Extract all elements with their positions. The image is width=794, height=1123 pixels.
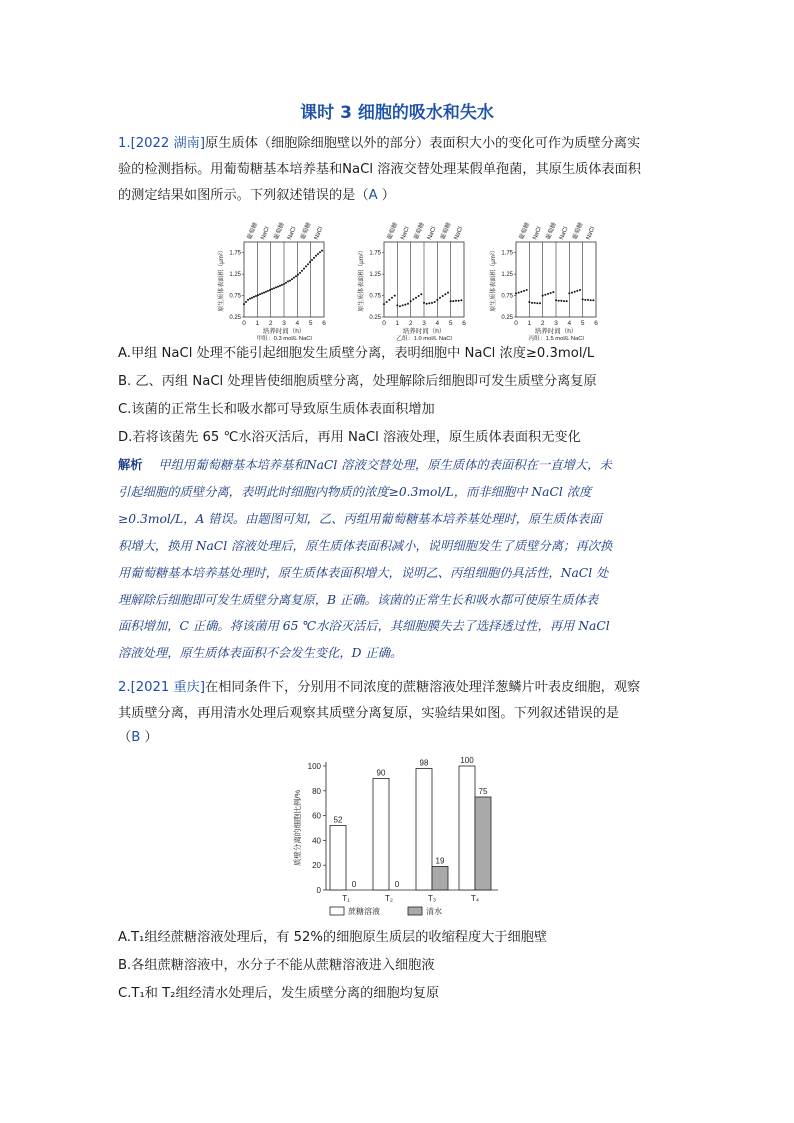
data-point: [311, 259, 313, 261]
y-tick-label: 0.75: [229, 293, 241, 300]
data-point: [257, 294, 259, 296]
data-point: [263, 292, 265, 294]
q1-panel: [217, 221, 326, 342]
data-point: [297, 274, 299, 276]
data-point: [293, 277, 295, 279]
segment-label: NaCl: [426, 226, 438, 241]
data-point: [542, 295, 544, 297]
data-point: [547, 293, 549, 295]
q1-option-c: C.该菌的正常生长和吸水都可导致原生质体表面积增加: [118, 402, 435, 417]
y-tick-label: 0.25: [501, 315, 513, 321]
y-tick-label: 0: [316, 886, 321, 895]
segment-label: 葡萄糖: [440, 221, 453, 241]
x-tick-label: 5: [308, 320, 313, 327]
segment-label: 葡萄糖: [572, 221, 585, 241]
data-point: [536, 302, 538, 304]
legend-label-sucrose: 蔗糖溶液: [348, 907, 380, 916]
data-point: [269, 289, 271, 291]
y-tick-label: 1.25: [229, 272, 241, 279]
x-tick-label: 1: [395, 320, 400, 327]
y-tick-label: 100: [307, 762, 321, 771]
data-point: [396, 304, 398, 306]
data-point: [303, 268, 305, 270]
panel-label: 乙组：1.0 mol/L NaCl: [396, 336, 452, 342]
segment-label: NaCl: [453, 226, 465, 241]
x-tick-label: 6: [594, 320, 598, 327]
q2-ans-post: ）: [140, 730, 158, 745]
x-tick-label: 6: [322, 320, 326, 327]
y-tick-label: 20: [312, 861, 321, 871]
segment-label: 葡萄糖: [300, 221, 313, 241]
data-point: [571, 292, 573, 294]
bar-value-label: 100: [460, 756, 474, 765]
x-tick-label: 2: [268, 320, 273, 327]
data-point: [255, 295, 257, 297]
data-point: [442, 295, 444, 297]
q1-line3-post: ）: [377, 188, 395, 203]
q1-line3-pre: 的测定结果如图所示。下列叙述错误的是（: [118, 188, 369, 203]
data-point: [439, 297, 441, 299]
q1-line1: 原生质体（细胞除细胞壁以外的部分）表面积大小的变化可作为质壁分离实: [205, 136, 641, 151]
x-axis-label: 培养时间（h）: [534, 328, 578, 335]
data-point: [404, 304, 406, 306]
data-point: [295, 275, 297, 277]
x-tick-label: T₁: [342, 894, 350, 903]
data-point: [309, 261, 311, 263]
y-tick-label: 0.25: [369, 315, 381, 321]
q2-line2: 其质壁分离，再用清水处理后观察其质壁分离复原，实验结果如图。下列叙述错误的是: [118, 706, 620, 721]
q2-option-c: C.T₁和 T₂组经清水处理后，发生质壁分离的细胞均复原: [118, 986, 440, 1001]
q2-stem-line1: [118, 675, 688, 701]
data-point: [251, 297, 253, 299]
segment-label: NaCl: [286, 226, 298, 241]
data-point: [531, 302, 533, 304]
x-tick-label: T₄: [470, 894, 480, 903]
data-point: [592, 299, 594, 301]
q2-source: [2021 重庆]: [130, 680, 206, 695]
data-point: [555, 299, 557, 301]
data-point: [273, 287, 275, 289]
data-point: [582, 298, 584, 300]
q1-line2: 验的检测指标。用葡萄糖基本培养基和NaCl 溶液交替处理某假单孢菌，其原生质体表面积: [118, 162, 641, 177]
data-point: [410, 300, 412, 302]
q1-explanation-line: 理解除后细胞即可发生质壁分离复原，B 正确。该菌的正常生长和吸水都可使原生质体表: [118, 592, 599, 607]
segment-label: NaCl: [400, 226, 411, 241]
bar-sucrose: [373, 778, 389, 890]
segment-label: 葡萄糖: [246, 221, 260, 241]
data-point: [415, 297, 417, 299]
y-tick-label: 1.25: [501, 272, 513, 279]
data-point: [301, 270, 303, 272]
data-point: [305, 265, 307, 267]
q1-explanation-line: 解析 甲组用葡萄糖基本培养基和NaCl 溶液交替处理，原生质体的表面积在一直增大，未: [118, 457, 612, 472]
y-axis-label: 质壁分离的细胞比例/%: [293, 789, 302, 867]
q1-panel: [357, 221, 466, 342]
data-point: [412, 298, 414, 300]
bar-value-label: 52: [333, 815, 343, 825]
data-point: [515, 292, 517, 294]
data-point: [444, 293, 446, 295]
x-tick-label: 4: [435, 320, 440, 327]
data-point: [518, 292, 520, 294]
data-point: [391, 297, 393, 299]
data-point: [315, 255, 317, 257]
data-point: [552, 291, 554, 293]
q1-explanation-line: 用葡萄糖基本培养基处理时，原生质体表面积增大，说明乙、丙组细胞仍具活性，NaCl 处: [118, 565, 609, 580]
data-point: [452, 300, 454, 302]
segment-label: 葡萄糖: [545, 221, 558, 241]
data-point: [402, 304, 404, 306]
y-tick-label: 40: [312, 836, 321, 846]
x-tick-label: 2: [540, 320, 545, 327]
data-point: [450, 300, 452, 302]
x-axis-label: 培养时间（h）: [262, 328, 306, 335]
q2-number: 2.: [118, 680, 131, 695]
q1-explanation-line: ≥0.3mol/L，A 错误。由题图可知，乙、丙组用葡萄糖基本培养基处理时，原生质体表面: [118, 511, 602, 526]
data-point: [299, 272, 301, 274]
data-point: [523, 290, 525, 292]
data-point: [253, 296, 255, 298]
data-point: [579, 289, 581, 291]
q1-option-d: D.若将该菌先 65 ℃水浴灭活后，再用 NaCl 溶液处理，原生质体表面积无变化: [118, 430, 581, 445]
data-point: [399, 305, 401, 307]
bar-sucrose: [330, 826, 346, 890]
data-point: [590, 299, 592, 301]
data-point: [431, 302, 433, 304]
y-axis-label: 原生质体表面积（μm²）: [219, 247, 225, 312]
bar-value-label: 75: [478, 787, 488, 796]
x-tick-label: 4: [567, 320, 572, 327]
panel-label: 丙组：1.5 mol/L NaCl: [528, 336, 584, 342]
data-point: [574, 291, 576, 293]
q2-ans-pre: （: [118, 730, 132, 745]
segment-label: NaCl: [558, 226, 570, 241]
data-point: [265, 291, 267, 293]
data-point: [423, 302, 425, 304]
bar-value-label: 0: [394, 880, 400, 889]
q1-line3: [118, 183, 688, 209]
segment-label: 葡萄糖: [413, 221, 426, 241]
x-tick-label: 3: [422, 320, 426, 327]
data-point: [394, 295, 396, 297]
data-point: [247, 299, 249, 301]
y-tick-label: 80: [312, 786, 321, 796]
q1-number: 1.: [118, 136, 131, 151]
data-point: [283, 283, 285, 285]
data-point: [587, 299, 589, 301]
x-tick-label: 5: [448, 320, 453, 327]
x-tick-label: 2: [408, 320, 413, 327]
data-point: [436, 299, 438, 301]
x-tick-label: 0: [514, 320, 518, 327]
data-point: [520, 291, 522, 293]
panel-label: 甲组：0.3 mol/L NaCl: [256, 336, 312, 342]
data-point: [447, 292, 449, 294]
q2-option-a: A.T₁组经蔗糖溶液处理后，有 52%的细胞原生质层的收缩程度大于细胞壁: [118, 930, 548, 945]
data-point: [426, 303, 428, 305]
q1-explanation-line: 溶液处理，原生质体表面积不会发生变化，D 正确。: [118, 646, 403, 661]
x-tick-label: 5: [580, 320, 585, 327]
legend-swatch-water: [408, 907, 422, 915]
data-point: [291, 278, 293, 280]
data-point: [275, 286, 277, 288]
q1-explanation-line: 引起细胞的质壁分离，表明此时细胞内物质的浓度≥0.3mol/L，而非细胞中 NaCl 浓度: [118, 484, 592, 499]
segment-label: 葡萄糖: [386, 221, 400, 241]
y-tick-label: 1.75: [501, 250, 513, 257]
x-tick-label: 6: [462, 320, 466, 327]
x-tick-label: T₂: [385, 894, 393, 903]
q2-line1: 在相同条件下，分别用不同浓度的蔗糖溶液处理洋葱鳞片叶表皮细胞，观察: [205, 680, 641, 695]
data-point: [560, 300, 562, 302]
data-point: [544, 294, 546, 296]
data-point: [558, 300, 560, 302]
data-point: [321, 250, 323, 252]
data-point: [281, 284, 283, 286]
data-point: [407, 303, 409, 305]
data-point: [245, 301, 247, 303]
data-point: [249, 298, 251, 300]
bar-sucrose: [416, 768, 432, 890]
bar-water: [475, 797, 491, 890]
bar-water: [432, 866, 448, 890]
data-point: [534, 302, 536, 304]
y-tick-label: 1.25: [369, 272, 381, 279]
x-tick-label: 1: [527, 320, 532, 327]
q1-source: [2022 湖南]: [130, 136, 206, 151]
y-axis-label: 原生质体表面积（μm²）: [359, 247, 365, 312]
q1-panel: [489, 221, 598, 342]
q2-answer-line: [118, 725, 688, 751]
data-point: [271, 288, 273, 290]
segment-label: 葡萄糖: [518, 221, 532, 241]
q2-answer: B: [131, 730, 141, 745]
data-point: [289, 280, 291, 282]
q1-answer: A: [368, 188, 378, 203]
q1-explanation-line: 积增大，换用 NaCl 溶液处理后，原生质体表面积减小，说明细胞发生了质壁分离；再次换: [118, 538, 613, 553]
x-axis-label: 培养时间（h）: [402, 328, 446, 335]
data-point: [576, 290, 578, 292]
data-point: [317, 253, 319, 255]
data-point: [279, 285, 281, 287]
data-point: [287, 280, 289, 282]
x-tick-label: 4: [295, 320, 300, 327]
y-tick-label: 0.25: [229, 315, 241, 321]
data-point: [277, 286, 279, 288]
y-tick-label: 1.75: [229, 250, 241, 257]
segment-label: NaCl: [260, 226, 271, 241]
data-point: [243, 303, 245, 305]
data-point: [428, 302, 430, 304]
data-point: [434, 301, 436, 303]
data-point: [267, 290, 269, 292]
q1-explanation-line: 面积增加，C 正确。将该菌用 65 ℃水浴灭活后，其细胞膜失去了选择透过性，再用 NaCl: [118, 619, 610, 634]
page-title: 课时 3 细胞的吸水和失水: [300, 103, 494, 123]
segment-label: NaCl: [532, 226, 543, 241]
bar-sucrose: [459, 766, 475, 890]
data-point: [261, 292, 263, 294]
segment-label: NaCl: [313, 226, 325, 241]
x-tick-label: 3: [282, 320, 286, 327]
q1-explanation: [118, 452, 680, 667]
segment-label: NaCl: [585, 226, 597, 241]
x-tick-label: 0: [242, 320, 246, 327]
data-point: [584, 299, 586, 301]
data-point: [388, 299, 390, 301]
data-point: [313, 257, 315, 259]
bar-value-label: 90: [376, 768, 386, 778]
y-tick-label: 60: [312, 811, 321, 821]
data-point: [386, 301, 388, 303]
x-tick-label: T₃: [427, 894, 437, 903]
q1-option-b: B. 乙、丙组 NaCl 处理皆使细胞质壁分离，处理解除后细胞即可发生质壁分离复原: [118, 374, 597, 389]
data-point: [319, 251, 321, 253]
bar-value-label: 98: [419, 758, 429, 768]
data-point: [418, 295, 420, 297]
x-tick-label: 0: [382, 320, 386, 327]
bar-value-label: 0: [351, 880, 357, 889]
data-point: [455, 300, 457, 302]
data-point: [566, 300, 568, 302]
y-tick-label: 1.75: [369, 250, 381, 257]
q1-option-a: A.甲组 NaCl 处理不能引起细胞发生质壁分离，表明细胞中 NaCl 浓度≥0.3mol/L: [118, 346, 595, 361]
data-point: [528, 301, 530, 303]
data-point: [568, 292, 570, 294]
legend-label-water: 清水: [426, 907, 442, 916]
bar-value-label: 19: [435, 856, 445, 866]
legend-swatch-sucrose: [330, 907, 344, 915]
q1-stem-line1: [118, 131, 688, 157]
segment-label: 葡萄糖: [273, 221, 286, 241]
x-tick-label: 3: [554, 320, 558, 327]
q2-bar-chart: [290, 752, 510, 924]
y-axis-label: 原生质体表面积（μm²）: [491, 247, 497, 312]
data-point: [460, 299, 462, 301]
data-point: [307, 263, 309, 265]
q2-option-b: B.各组蔗糖溶液中，水分子不能从蔗糖溶液进入细胞液: [118, 958, 435, 973]
data-point: [526, 289, 528, 291]
y-tick-label: 0.75: [501, 293, 513, 300]
data-point: [383, 303, 385, 305]
q1-chart-panels: [210, 212, 598, 342]
data-point: [550, 292, 552, 294]
data-point: [539, 302, 541, 304]
data-point: [285, 282, 287, 284]
x-tick-label: 1: [255, 320, 260, 327]
data-point: [420, 293, 422, 295]
data-point: [458, 300, 460, 302]
y-tick-label: 0.75: [369, 293, 381, 300]
data-point: [259, 293, 261, 295]
data-point: [563, 300, 565, 302]
q1-explanation-label: 解析: [118, 457, 143, 472]
